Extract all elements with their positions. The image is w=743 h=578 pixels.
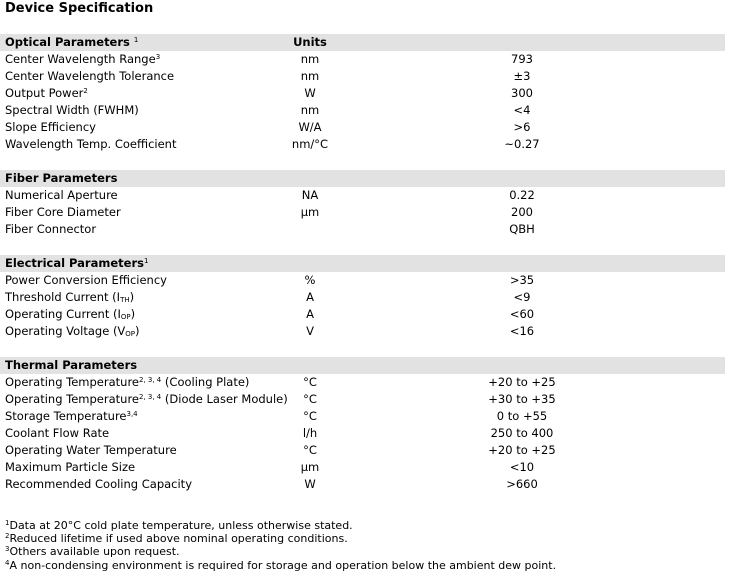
table-row bbox=[0, 374, 725, 391]
param-unit: l/h bbox=[302, 426, 318, 440]
param-name: Fiber Core Diameter bbox=[5, 205, 121, 219]
table-row bbox=[0, 85, 725, 102]
section-header bbox=[0, 170, 725, 187]
table-row bbox=[0, 51, 725, 68]
param-name: Operating Temperature$^{2, 3, 4}$ (Diode Laser Module) bbox=[5, 392, 288, 406]
param-name: Output Power$^2$ bbox=[5, 86, 88, 100]
table-row bbox=[0, 221, 725, 238]
param-name: Center Wavelength Tolerance bbox=[5, 69, 175, 83]
param-unit: W bbox=[304, 477, 316, 491]
param-value: <60 bbox=[509, 307, 535, 321]
param-name: Recommended Cooling Capacity bbox=[5, 477, 192, 491]
param-value: 250 to 400 bbox=[490, 426, 554, 440]
table-row bbox=[0, 425, 725, 442]
param-name: Slope Efficiency bbox=[5, 120, 96, 134]
param-name: Coolant Flow Rate bbox=[5, 426, 110, 440]
fiber-parameters-section bbox=[0, 170, 725, 238]
param-unit: nm bbox=[300, 52, 320, 66]
section-title: Optical Parameters $^1$ bbox=[5, 35, 139, 49]
optical-parameters-section bbox=[0, 34, 725, 153]
param-name: Threshold Current $(I_{TH})$ bbox=[5, 290, 135, 304]
table-row bbox=[0, 119, 725, 136]
param-unit: nm bbox=[300, 69, 320, 83]
param-value: +30 to +35 bbox=[488, 392, 556, 406]
param-unit: A bbox=[306, 290, 314, 304]
param-name: Operating Water Temperature bbox=[5, 443, 177, 457]
table-row bbox=[0, 323, 725, 340]
table-row bbox=[0, 187, 725, 204]
table-row bbox=[0, 272, 725, 289]
param-value: 200 bbox=[511, 205, 533, 219]
param-value: 793 bbox=[511, 52, 533, 66]
param-value: <9 bbox=[513, 290, 531, 304]
param-unit: °C bbox=[303, 443, 317, 457]
section-header bbox=[0, 255, 725, 272]
page-title: Device Specification bbox=[5, 1, 154, 16]
units-column-header: Units bbox=[293, 35, 327, 49]
footnote: $^3$Others available upon request. bbox=[5, 545, 180, 559]
param-unit: NA bbox=[301, 188, 319, 202]
param-unit: nm/°C bbox=[291, 137, 329, 151]
footnote: $^4$A non-condensing environment is required for storage and operation below the ambient dew point. bbox=[5, 558, 557, 572]
param-unit: °C bbox=[303, 375, 317, 389]
param-value: 300 bbox=[511, 86, 533, 100]
section-header bbox=[0, 357, 725, 374]
param-unit: % bbox=[304, 273, 316, 287]
param-value: +20 to +25 bbox=[488, 375, 556, 389]
param-name: Fiber Connector bbox=[5, 222, 97, 236]
param-value: 0.22 bbox=[509, 188, 535, 202]
param-name: Operating Temperature$^{2, 3, 4}$ (Cooling Plate) bbox=[5, 375, 250, 389]
param-value: ±3 bbox=[513, 69, 531, 83]
param-value: <4 bbox=[513, 103, 531, 117]
param-name: Spectral Width (FWHM) bbox=[5, 103, 139, 117]
section-title: Electrical Parameters$^1$ bbox=[5, 256, 149, 270]
param-value: >35 bbox=[509, 273, 535, 287]
table-row bbox=[0, 408, 725, 425]
param-name: Wavelength Temp. Coefficient bbox=[5, 137, 177, 151]
param-value: QBH bbox=[509, 222, 535, 236]
param-value: 0 to +55 bbox=[496, 409, 548, 423]
table-row bbox=[0, 136, 725, 153]
table-row bbox=[0, 68, 725, 85]
param-unit: °C bbox=[303, 392, 317, 406]
footnote: $^1$Data at 20°C cold plate temperature, unless otherwise stated. bbox=[5, 519, 353, 532]
param-name: Operating Voltage $(V_{OP})$ bbox=[5, 324, 140, 338]
thermal-parameters-section bbox=[0, 357, 725, 493]
param-value: <10 bbox=[509, 460, 535, 474]
param-value: >6 bbox=[513, 120, 531, 134]
table-row bbox=[0, 204, 725, 221]
param-unit: µm bbox=[300, 205, 320, 219]
table-row bbox=[0, 459, 725, 476]
param-name: Center Wavelength Range$^3$ bbox=[5, 52, 161, 66]
table-row bbox=[0, 289, 725, 306]
param-unit: V bbox=[306, 324, 314, 338]
section-header bbox=[0, 34, 725, 51]
param-unit: µm bbox=[300, 460, 320, 474]
table-row bbox=[0, 306, 725, 323]
table-row bbox=[0, 442, 725, 459]
footnotes bbox=[5, 519, 556, 572]
param-name: Power Conversion Efficiency bbox=[5, 273, 167, 287]
table-row bbox=[0, 102, 725, 119]
section-title: Fiber Parameters bbox=[5, 171, 118, 185]
table-row bbox=[0, 476, 725, 493]
param-name: Numerical Aperture bbox=[5, 188, 118, 202]
param-name: Operating Current $(I_{OP})$ bbox=[5, 307, 136, 321]
param-value: +20 to +25 bbox=[488, 443, 556, 457]
param-unit: W bbox=[304, 86, 316, 100]
param-value: >660 bbox=[506, 477, 538, 491]
param-value: <16 bbox=[509, 324, 535, 338]
table-row bbox=[0, 391, 725, 408]
param-name: Maximum Particle Size bbox=[5, 460, 136, 474]
section-title: Thermal Parameters bbox=[5, 358, 138, 372]
param-unit: °C bbox=[303, 409, 317, 423]
param-name: Storage Temperature$^{3,4}$ bbox=[5, 409, 138, 423]
param-unit: A bbox=[306, 307, 314, 321]
electrical-parameters-section bbox=[0, 255, 725, 340]
param-value: ~0.27 bbox=[504, 137, 540, 151]
footnote: $^2$Reduced lifetime if used above nominal operating conditions. bbox=[5, 532, 348, 546]
param-unit: W/A bbox=[298, 120, 322, 134]
param-unit: nm bbox=[300, 103, 320, 117]
